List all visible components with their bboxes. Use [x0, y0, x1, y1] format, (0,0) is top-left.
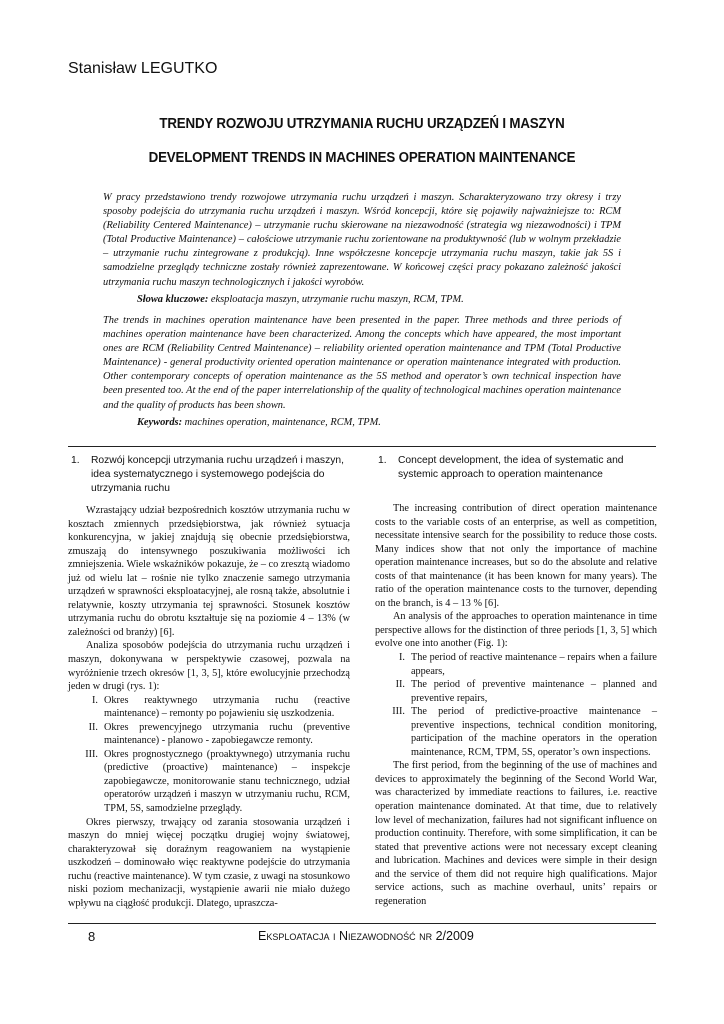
abstract-polish: [103, 191, 621, 307]
paragraph: An analysis of the approaches to operation maintenance in time perspective allows for the distinction of three periods [1, 3, 5] which evolve one into another (Fig. 1):: [375, 611, 657, 650]
list-item-text: Okres prewencyjnego utrzymania ruchu (preventive maintenance) - planowo - zapobiegawcze remonty.: [104, 721, 350, 747]
list-item-text: Okres prognostycznego (proaktywnego) utrzymania ruchu (predictive (proactive) maintenance) – inspekcje zapobiegawcze, monitorowanie stanu technicznego, udział operatorów urządzeń i maszyn w utrzymaniu ruchu, RCM, TPM, 5S, samodzielne przeglądy.: [104, 748, 350, 815]
section-number: 1.: [378, 455, 387, 466]
list-item-number: I.: [399, 652, 405, 664]
list-item: [375, 678, 657, 705]
title-polish: TRENDY ROZWOJU UTRZYMANIA RUCHU URZĄDZEŃ I MASZYN: [159, 116, 565, 132]
list-item-text: Okres reaktywnego utrzymania ruchu (reactive maintenance) – remonty po pojawieniu się uszkodzenia.: [104, 694, 350, 720]
page-number: 8: [88, 929, 96, 944]
section-heading-polish: [68, 454, 350, 496]
list-item-text: The period of predictive-proactive maintenance – preventive inspections, technical condition monitoring, participation of the machine operators in the operation maintenance, RCM, TPM, 5S, operator’s own inspections.: [411, 706, 657, 758]
list-item-number: II.: [88, 721, 98, 733]
abstract-english-text: The trends in machines operation maintenance have been presented in the paper. Three methods and three periods of machines operation maintenance have been characterized. Among the concepts which have appeared, the most important ones are RCM (Reliability Centred Maintenance) – reliability oriented operation maintenance and TPM (Total Productive Maintenance) - general productivity oriented operation maintenance or operation maintenance integrated with production. Other contemporary concepts of operation maintenance as the 5S method and operator’s own technical inspection have been presented too. At the end of the paper interrelationship of the quality of technological machines operation maintenance and the quality of products has been shown.: [103, 315, 621, 411]
keywords-polish: [103, 293, 621, 307]
list-item: [375, 705, 657, 759]
paragraph: The first period, from the beginning of the use of machines and devices to approximately the beginning of the Second World War, was characterized by immediate reactions to failures, i.e. reactive operation maintenance dominated. At that time, due to relatively low level of mechanization, failures had not significant influence on production continuity. Therefore, with some simplification, it can be stated that preventive actions were not necessary except cleaning and lubrication. Machines and devices were simple in their design and the service of them did not require high qualifications. Major service actions, such as machine overhaul, units’ repairs or regeneration: [375, 760, 657, 907]
keywords-english-label: Keywords:: [137, 416, 183, 428]
section-heading-text: Concept development, the idea of systematic and systemic approach to operation maintenance: [398, 455, 624, 480]
list-item: [375, 651, 657, 678]
list-item: [68, 694, 350, 721]
section-number: 1.: [71, 455, 80, 466]
list-item-number: I.: [92, 694, 98, 706]
paragraph: Okres pierwszy, trwający od zarania stosowania urządzeń i maszyn do mniej więcej początku drugiej wojny światowej, charakteryzował się doraźnym reagowaniem na wystąpienie uszkodzeń – dominowało więc reaktywne podejście do utrzymania ruchu (reactive maintenance). W tym czasie, z uwagi na stosunkowo niski poziom mechanizacji, wystąpienie awarii nie miało dużego wpływu na ciągłość produkcji. Dlatego, upraszcza-: [68, 816, 350, 909]
author-name: Stanisław LEGUTKO: [68, 60, 218, 77]
keywords-polish-label: Słowa kluczowe:: [137, 293, 209, 305]
section-divider: [68, 446, 656, 447]
paragraph: Analiza sposobów podejścia do utrzymania ruchu urządzeń i maszyn, dokonywana w perspektywie czasowej, pozwala na wyróżnienie trzech okresów [1, 3, 5], które ewolucyjnie przechodzą jeden w drugi (rys. 1):: [68, 640, 350, 693]
footer-divider: [68, 923, 656, 924]
list-item: [68, 721, 350, 748]
keywords-english: [103, 416, 621, 430]
journal-name: Eksploatacja i Niezawodność nr 2/2009: [258, 929, 474, 943]
list-item-text: The period of preventive maintenance – planned and preventive repairs,: [411, 679, 657, 704]
section-heading-text: Rozwój koncepcji utrzymania ruchu urządzeń i maszyn, idea systematycznego i systemowego podejścia do utrzymania ruchu: [91, 455, 344, 494]
list-item: [68, 748, 350, 816]
list-item-number: III.: [85, 748, 98, 760]
title-english: DEVELOPMENT TRENDS IN MACHINES OPERATION MAINTENANCE: [148, 150, 576, 166]
list-item-number: II.: [395, 679, 405, 691]
list-item-number: III.: [392, 706, 405, 718]
right-column: [375, 454, 657, 908]
section-heading-english: [375, 454, 657, 482]
keywords-english-values: machines operation, maintenance, RCM, TPM.: [182, 416, 381, 428]
list-item-text: The period of reactive maintenance – repairs when a failure appears,: [411, 652, 657, 677]
abstract-english: [103, 314, 621, 430]
paragraph: Wzrastający udział bezpośrednich kosztów utrzymania ruchu w kosztach zmiennych przedsiębiorstwa, jak również sytuacja konkurencyjna, w jakiej znajdują się obecnie przedsiębiorstwa, zmuszają do intensywnego poszukiwania możliwości ich zmniejszenia. Wiele wskaźników pokazuje, że – co zresztą wiadomo już od wielu lat – rośnie nie tylko znaczenie samego utrzymania urządzeń w sprawności eksploatacyjnej, ale rosną także, absolutnie i relatywnie, koszty utrzymania tej sprawności. Stosunek kosztów utrzymania ruchu do obrotu kształtuje się na poziomie 4 – 13% (w zależności od branży) [6].: [68, 505, 350, 638]
abstract-polish-text: W pracy przedstawiono trendy rozwojowe utrzymania ruchu urządzeń i maszyn. Scharakteryzowano trzy okresy i trzy sposoby podejścia do utrzymania ruchu urządzeń i maszyn. Wśród koncepcji, które się pojawiły najważniejsze to: RCM (Reliability Centered Maintenance) – utrzymanie ruchu skierowane na niezawodność (strategia wg niezawodności) i TPM (Total Productive Maintenance) – całościowe utrzymanie ruchu zorientowane na produktywność (lub w wolnym przekładzie – utrzymanie ruchu zintegrowane z produkcją). Inne współczesne koncepcje utrzymania ruchu maszyn, takie jak 5S i samodzielne przeglądy techniczne zostały również zaprezentowane. W końcowej części pracy pokazano zależność jakości utrzymania ruchu maszyn technologicznych i jakości wyrobów.: [103, 192, 621, 288]
left-column: [68, 454, 350, 910]
paragraph: The increasing contribution of direct operation maintenance costs to the variable costs of an enterprise, as well as competition, necessitate intensive search for the possibility to reduce those costs. Many indices show that not only the importance of machine operation maintenance increases, but so do the absolute and relative costs of that maintenance (it has been known for many years). The ratio of the operation maintenance costs to the turnover, depending on the branch, is 4 – 13 % [6].: [375, 503, 657, 609]
periods-list-english: [375, 651, 657, 759]
periods-list-polish: [68, 694, 350, 816]
keywords-polish-values: eksploatacja maszyn, utrzymanie ruchu maszyn, RCM, TPM.: [208, 293, 464, 305]
